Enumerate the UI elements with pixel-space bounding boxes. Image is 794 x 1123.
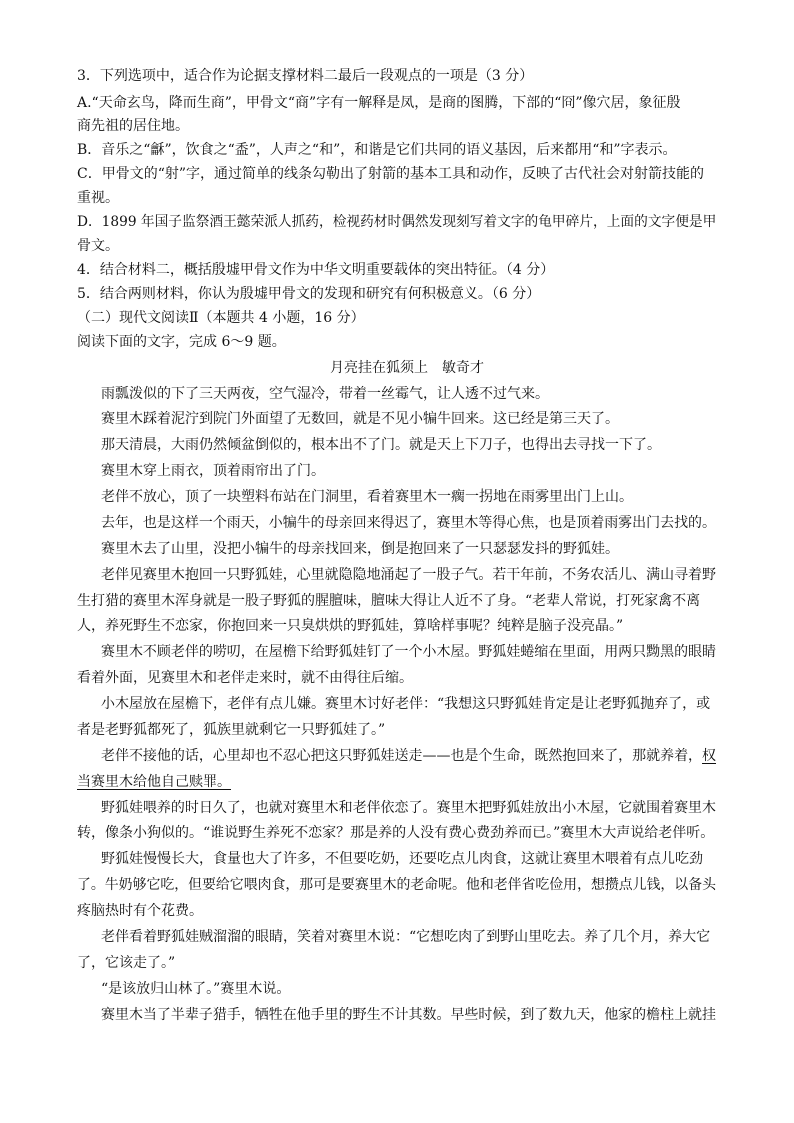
story-paragraph-9-line-1: 赛里木不顾老伴的唠叨，在屋檐下给野狐娃钉了一个小木屋。野狐娃蜷缩在里面，用两只黝黑的眼睛 bbox=[101, 644, 717, 660]
option-a-line-2: 商先祖的居住地。 bbox=[77, 118, 189, 134]
question-5: 5．结合两则材料，你认为殷墟甲骨文的发现和研究有何积极意义。（6 分） bbox=[77, 286, 541, 302]
option-c-line-2: 重视。 bbox=[77, 190, 119, 206]
story-paragraph-10-line-1: 小木屋放在屋檐下，老伴有点儿嫌。赛里木讨好老伴：“我想这只野狐娃肯定是让老野狐抛弃了，或 bbox=[101, 696, 711, 712]
option-a-line-1: A.“天命玄鸟，降而生商”，甲骨文“商”字有一解释是凤，是商的图腾，下部的“冏”像穴居，象征殷 bbox=[77, 95, 681, 111]
story-paragraph-11-text: 老伴不接他的话，心里却也不忍心把这只野狐娃送走——也是个生命，既然抱回来了，那就养着， bbox=[101, 748, 703, 764]
underlined-phrase-start: 权 bbox=[702, 748, 717, 764]
story-paragraph-16: 赛里木当了半辈子猎手，牺牲在他手里的野生不计其数。早些时候，到了数九天，他家的檐柱上就挂 bbox=[101, 1007, 717, 1023]
story-paragraph-9-line-2: 看着外面，见赛里木和老伴走来时，就不由得往后缩。 bbox=[77, 670, 413, 686]
question-3: 3．下列选项中，适合作为论据支撑材料二最后一段观点的一项是（3 分） bbox=[77, 68, 534, 84]
option-b: B．音乐之“龢”，饮食之“盉”，人声之“和”，和谐是它们共同的语义基因，后来都用“和”字表示。 bbox=[77, 142, 677, 158]
story-paragraph-13-line-1: 野狐娃慢慢长大，食量也大了许多，不但要吃奶，还要吃点儿肉食，这就让赛里木喂着有点儿吃劲 bbox=[101, 851, 703, 867]
story-paragraph-12-line-2: 转，像条小狗似的。“谁说野生养死不恋家？那是养的人没有费心费劲养而已。”赛里木大声说给老伴听。 bbox=[77, 825, 715, 841]
story-paragraph-12-line-1: 野狐娃喂养的时日久了，也就对赛里木和老伴依恋了。赛里木把野狐娃放出小木屋，它就围着赛里木 bbox=[101, 800, 717, 816]
story-paragraph-11-line-1 bbox=[101, 747, 716, 765]
story-paragraph-2: 赛里木踩着泥泞到院门外面望了无数回，就是不见小犏牛回来。这已经是第三天了。 bbox=[101, 411, 619, 427]
story-paragraph-8-line-2: 生打猎的赛里木浑身就是一股子野狐的腥膻味，膻味大得让人近不了身。“老辈人常说，打死家禽不离 bbox=[77, 593, 701, 609]
story-paragraph-13-line-3: 疼脑热时有个花费。 bbox=[77, 903, 203, 919]
story-paragraph-5: 老伴不放心，顶了一块塑料布站在门洞里，看着赛里木一瘸一拐地在雨雾里出门上山。 bbox=[101, 489, 633, 505]
story-title: 月亮挂在狐须上 敏奇才 bbox=[330, 360, 484, 376]
story-paragraph-14-line-2: 了，它该走了。” bbox=[77, 955, 176, 971]
section-heading: （二）现代文阅读Ⅱ（本题共 4 小题，16 分） bbox=[77, 310, 365, 326]
section-instruction: 阅读下面的文字，完成 6～9 题。 bbox=[77, 334, 286, 350]
option-d-line-2: 骨文。 bbox=[77, 238, 119, 254]
story-paragraph-4: 赛里木穿上雨衣，顶着雨帘出了门。 bbox=[101, 463, 325, 479]
story-paragraph-6: 去年，也是这样一个雨天，小犏牛的母亲回来得迟了，赛里木等得心焦，也是顶着雨雾出门去找的。 bbox=[101, 515, 717, 531]
story-paragraph-1: 雨瓢泼似的下了三天两夜，空气湿冷，带着一丝霉气，让人透不过气来。 bbox=[101, 386, 549, 402]
story-paragraph-10-line-2: 者是老野狐都死了，狐族里就剩它一只野狐娃了。” bbox=[77, 722, 386, 738]
story-paragraph-8-line-3: 人，养死野生不恋家，你抱回来一只臭烘烘的野狐娃，算啥样事呢？纯粹是脑子没亮晶。” bbox=[77, 618, 624, 634]
story-paragraph-13-line-2: 了。牛奶够它吃，但要给它喂肉食，那可是要赛里木的老命呢。他和老伴省吃俭用，想攒点儿钱，以备头 bbox=[77, 877, 716, 893]
option-d-line-1: D．1899 年国子监祭酒王懿荣派人抓药，检视药材时偶然发现刻写着文字的龟甲碎片，上面的文字便是甲 bbox=[77, 214, 717, 230]
story-paragraph-14-line-1: 老伴看着野狐娃贼溜溜的眼睛，笑着对赛里木说：“它想吃肉了到野山里吃去。养了几个月，养大它 bbox=[101, 929, 711, 945]
option-c-line-1: C．甲骨文的“射”字，通过简单的线条勾勒出了射箭的基本工具和动作，反映了古代社会对射箭技能的 bbox=[77, 166, 705, 182]
underlined-phrase-end: 当赛里木给他自己赎罪。 bbox=[77, 774, 231, 790]
story-paragraph-3: 那天清晨，大雨仍然倾盆倒似的，根本出不了门。就是天上下刀子，也得出去寻找一下了。 bbox=[101, 437, 661, 453]
story-paragraph-8-line-1: 老伴见赛里木抱回一只野狐娃，心里就隐隐地涌起了一股子气。若干年前，不务农活儿、满山寻着野 bbox=[101, 567, 717, 583]
story-paragraph-7: 赛里木去了山里，没把小犏牛的母亲找回来，倒是抱回来了一只瑟瑟发抖的野狐娃。 bbox=[101, 541, 619, 557]
question-4: 4．结合材料二，概括殷墟甲骨文作为中华文明重要载体的突出特征。（4 分） bbox=[77, 262, 555, 278]
story-paragraph-15: “是该放归山林了。”赛里木说。 bbox=[101, 981, 291, 997]
